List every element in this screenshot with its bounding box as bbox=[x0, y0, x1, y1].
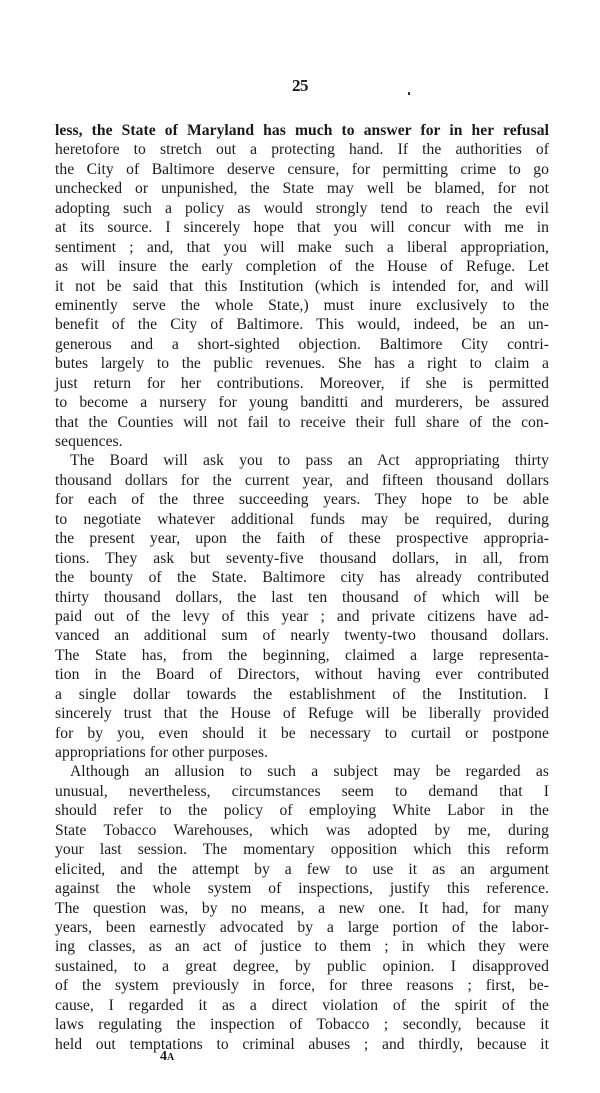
text-line: benefit of the City of Baltimore. This would, indeed, be an un- bbox=[55, 316, 549, 334]
signature-letter: A bbox=[167, 1052, 175, 1063]
text-line: butes largely to the public revenues. She has a right to claim a bbox=[55, 355, 549, 373]
text-line: years, been earnestly advocated by a large portion of the labor- bbox=[55, 918, 549, 936]
text-line: that the Counties will not fail to receive their full share of the con- bbox=[55, 413, 549, 431]
text-line: the bounty of the State. Baltimore city has already contributed bbox=[55, 569, 549, 587]
text-line: held out temptations to criminal abuses ; and thirdly, because it bbox=[55, 1035, 549, 1053]
text-line: to negotiate whatever additional funds may be required, during bbox=[55, 510, 549, 528]
text-line: sentiment ; and, that you will make such a liberal appropriation, bbox=[55, 238, 549, 256]
text-line: elicited, and the attempt by a few to use it as an argument bbox=[55, 860, 549, 878]
text-line: for each of the three succeeding years. They hope to be able bbox=[55, 491, 549, 509]
text-line: your last session. The momentary opposition which this reform bbox=[55, 841, 549, 859]
text-line: the present year, upon the faith of these prospective appropria- bbox=[55, 530, 549, 548]
body-text bbox=[55, 121, 549, 1054]
text-line: ing classes, as an act of justice to them ; in which they were bbox=[55, 938, 549, 956]
text-line: for by you, even should it be necessary to curtail or postpone bbox=[55, 724, 549, 742]
text-line: the City of Baltimore deserve censure, for permitting crime to go bbox=[55, 160, 549, 178]
text-line: less, the State of Maryland has much to answer for in her refusal bbox=[55, 122, 549, 139]
paragraph bbox=[55, 121, 549, 451]
text-line: adopting such a policy as would strongly tend to reach the evil bbox=[55, 199, 549, 217]
text-line: just return for her contributions. Moreover, if she is permitted bbox=[55, 374, 549, 392]
text-line: paid out of the levy of this year ; and private citizens have ad- bbox=[55, 607, 549, 625]
text-line: at its source. I sincerely hope that you will concur with me in bbox=[55, 219, 549, 237]
text-line: tion in the Board of Directors, without having ever contributed bbox=[55, 666, 549, 684]
text-line: against the whole system of inspections, justify this reference. bbox=[55, 880, 549, 898]
text-line: sincerely trust that the House of Refuge will be liberally provided bbox=[55, 705, 549, 723]
text-line: eminently serve the whole State,) must inure exclusively to the bbox=[55, 296, 549, 314]
text-line: heretofore to stretch out a protecting hand. If the authorities of bbox=[55, 141, 549, 159]
text-line: thousand dollars for the current year, and fifteen thousand dollars bbox=[55, 471, 549, 489]
text-line: a single dollar towards the establishment of the Institution. I bbox=[55, 685, 549, 703]
text-line: vanced an additional sum of nearly twenty-two thousand dollars. bbox=[55, 627, 549, 645]
text-line: unusual, nevertheless, circumstances seem to demand that I bbox=[55, 782, 549, 800]
text-line: The State has, from the beginning, claimed a large representa- bbox=[55, 646, 549, 664]
text-line: The question was, by no means, a new one. It had, for many bbox=[55, 899, 549, 917]
text-line: State Tobacco Warehouses, which was adopted by me, during bbox=[55, 821, 549, 839]
paragraph bbox=[55, 451, 549, 762]
text-line: as will insure the early completion of the House of Refuge. Let bbox=[55, 258, 549, 276]
text-line: of the system previously in force, for three reasons ; first, be- bbox=[55, 977, 549, 995]
text-line: appropriations for other purposes. bbox=[55, 744, 269, 761]
text-line: sustained, to a great degree, by public opinion. I disapproved bbox=[55, 957, 549, 975]
text-line: tions. They ask but seventy-five thousand dollars, in all, from bbox=[55, 549, 549, 567]
text-line: Although an allusion to such a subject may be regarded as bbox=[70, 763, 549, 781]
text-line: should refer to the policy of employing White Labor in the bbox=[55, 802, 549, 820]
text-line: sequences. bbox=[55, 433, 123, 450]
printer-signature-mark bbox=[160, 1049, 174, 1065]
text-line: laws regulating the inspection of Tobacco ; secondly, because it bbox=[55, 1016, 549, 1034]
signature-number: 4 bbox=[160, 1049, 167, 1064]
text-line: cause, I regarded it as a direct violation of the spirit of the bbox=[55, 996, 549, 1014]
print-speck bbox=[408, 92, 410, 95]
text-line: unchecked or unpunished, the State may well be blamed, for not bbox=[55, 180, 549, 198]
page-number: 25 bbox=[292, 76, 308, 95]
text-line: The Board will ask you to pass an Act appropriating thirty bbox=[70, 452, 549, 470]
text-line: to become a nursery for young banditti and murderers, be assured bbox=[55, 394, 549, 412]
text-line: generous and a short-sighted objection. Baltimore City contri- bbox=[55, 335, 549, 353]
text-line: thirty thousand dollars, the last ten thousand of which will be bbox=[55, 588, 549, 606]
paragraph bbox=[55, 762, 549, 1054]
text-line: it not be said that this Institution (which is intended for, and will bbox=[55, 277, 549, 295]
